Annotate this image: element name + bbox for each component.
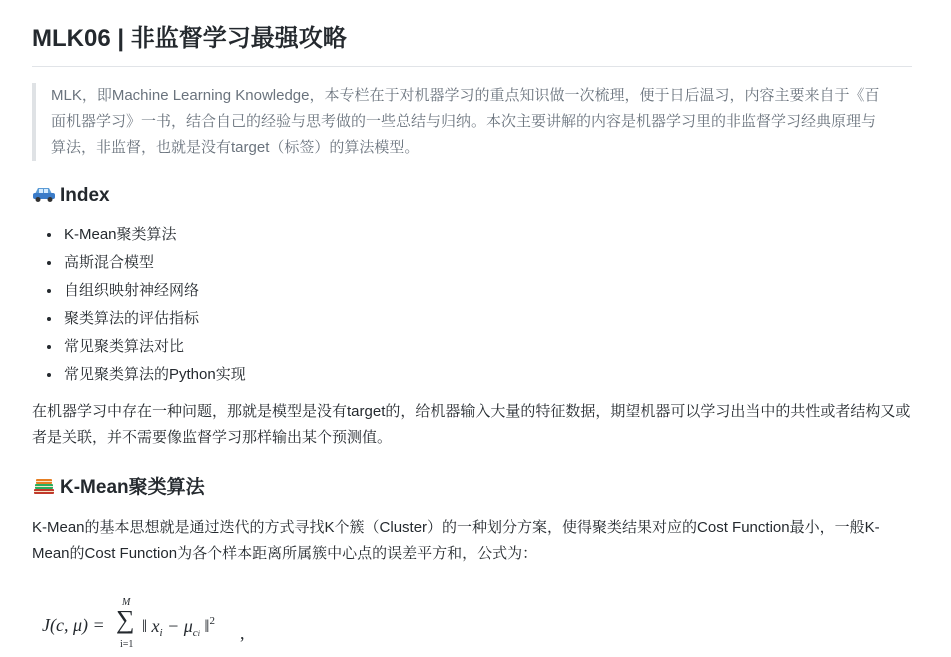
sum-upper-limit: M xyxy=(122,597,131,608)
sum-lower-limit: i=1 xyxy=(120,639,134,650)
formula-comma: , xyxy=(240,623,245,643)
summation-symbol: ∑ xyxy=(116,605,135,634)
article xyxy=(32,0,912,657)
kmean-heading xyxy=(32,475,912,501)
books-icon xyxy=(32,477,56,495)
car-icon xyxy=(32,185,56,203)
list-item: • K-Mean聚类算法 xyxy=(62,221,912,249)
list-item: • 常见聚类算法对比 xyxy=(62,333,912,361)
kmean-heading-label: K-Mean聚类算法 xyxy=(60,477,205,498)
formula-term: ‖ $x_i - \mu_{ci}$ ‖$^2$ xyxy=(142,615,215,639)
page-title: MLK06 | 非监督学习最强攻略 xyxy=(32,0,912,67)
cost-function-formula xyxy=(42,597,912,657)
list-item: • 聚类算法的评估指标 xyxy=(62,305,912,333)
intro-blockquote: MLK，即Machine Learning Knowledge，本专栏在于对机器学习的重点知识做一次梳理，便于日后温习，内容主要来自于《百面机器学习》一书，结合自己的经验与思考做的一些总结与归纳。本次主要讲解的内容是机器学习里的非监督学习经典原理与算法，非监督，也就是没有target（标签）的算法模型。 xyxy=(32,83,887,161)
list-item: • 自组织映射神经网络 xyxy=(62,277,912,305)
formula-lhs: J(c, μ) = xyxy=(42,615,105,635)
list-item: • 常见聚类算法的Python实现 xyxy=(62,361,912,389)
index-list xyxy=(32,221,912,389)
list-item: • 高斯混合模型 xyxy=(62,249,912,277)
index-heading xyxy=(32,183,912,209)
index-heading-label: Index xyxy=(60,185,110,206)
kmean-paragraph: K-Mean的基本思想就是通过迭代的方式寻找K个簇（Cluster）的一种划分方案，使得聚类结果对应的Cost Function最小，一般K-Mean的Cost Function为各个样本距离所属簇中心点的误差平方和，公式为： xyxy=(32,519,880,562)
intro-paragraph: 在机器学习中存在一种问题，那就是模型是没有target的，给机器输入大量的特征数据，期望机器可以学习出当中的共性或者结构又或者是关联，并不需要像监督学习那样输出某个预测值。 xyxy=(32,403,911,446)
